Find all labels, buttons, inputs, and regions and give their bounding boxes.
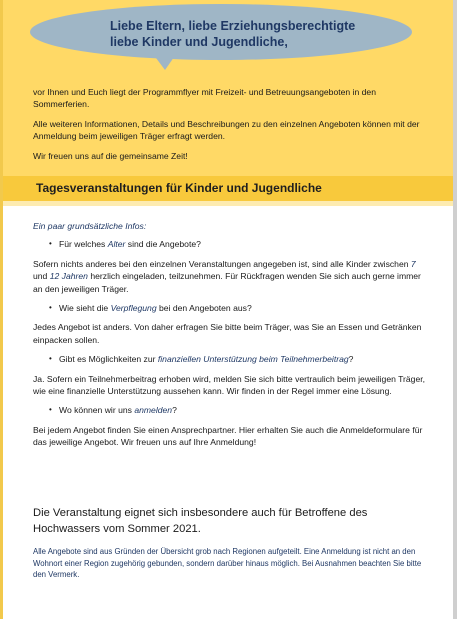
emphasis-registration: anmelden	[134, 405, 173, 416]
question-age: • Für welches Alter sind die Angebote?	[49, 239, 201, 250]
bullet-icon: •	[49, 239, 52, 249]
answer-financial-support: Ja. Sofern ein Teilnehmerbeitrag erhoben wird, melden Sie sich bitte vertraulich beim jeweiligen Träger, wie eine finanzielle Unterstützung aussehen kann. Wir finden in der Regel immer eine Lösung.	[33, 373, 426, 397]
question-financial-support: • Gibt es Möglichkeiten zur finanziellen Unterstützung beim Teilnehmerbeitrag?	[49, 354, 354, 365]
bullet-icon: •	[49, 354, 52, 364]
info-section	[33, 220, 431, 456]
section-title: Tagesveranstaltungen für Kinder und Jugendliche	[36, 181, 322, 195]
emphasis-financial-support: finanziellen Unterstützung beim Teilnehmerbeitrag	[157, 354, 349, 365]
question-registration: • Wo können wir uns anmelden?	[49, 405, 177, 416]
region-notice: Alle Angebote sind aus Gründen der Übersicht grob nach Regionen aufgeteilt. Eine Anmeldung ist nicht an den Wohnort einer Region zugehörig gebunden, sondern darüber hinaus möglich. Bei Ausnahmen beachten Sie bitte den Vermerk.	[33, 547, 422, 579]
intro-paragraph-3: Wir freuen uns auf die gemeinsame Zeit!	[33, 150, 188, 161]
info-lead: Ein paar grundsätzliche Infos:	[33, 221, 147, 231]
section-heading-underline	[3, 201, 453, 206]
flood-notice: Die Veranstaltung eignet sich insbesondere auch für Betroffene des Hochwassers vom Sommer 2021.	[33, 507, 368, 535]
greeting	[110, 18, 355, 50]
bullet-icon: •	[49, 405, 52, 415]
bullet-icon: •	[49, 303, 52, 313]
speech-bubble-tail	[150, 50, 179, 70]
emphasis-age: Alter	[107, 239, 126, 250]
intro-paragraph-2: Alle weiteren Informationen, Details und Beschreibungen zu den einzelnen Angeboten können mit der Anmeldung beim jeweiligen Träger erfragt werden.	[33, 118, 420, 142]
answer-age: Sofern nichts anderes bei den einzelnen Veranstaltungen angegeben ist, sind alle Kinder zwischen 7 und 12 Jahren herzlich eingeladen, teilzunehmen. Für Rückfragen wenden Sie sich auch gerne immer an den jeweiligen Träger.	[33, 258, 421, 294]
greeting-line-2: liebe Kinder und Jugendliche,	[110, 35, 288, 49]
answer-registration: Bei jedem Angebot finden Sie einen Ansprechpartner. Hier erhalten Sie auch die Anmeldeformulare für das jeweilige Angebot. Wir freuen uns auf Ihre Anmeldung!	[33, 424, 423, 448]
emphasis-catering: Verpflegung	[110, 303, 157, 314]
answer-catering: Jedes Angebot ist anders. Von daher erfragen Sie bitte beim Träger, was Sie an Essen und Getränken einpacken sollen.	[33, 322, 422, 345]
question-catering: • Wie sieht die Verpflegung bei den Angeboten aus?	[49, 303, 252, 314]
intro-text	[33, 86, 428, 169]
intro-paragraph-1: vor Ihnen und Euch liegt der Programmflyer mit Freizeit- und Betreuungsangeboten in den Sommerferien.	[33, 87, 376, 110]
greeting-line-1: Liebe Eltern, liebe Erziehungsberechtigte	[110, 19, 356, 33]
